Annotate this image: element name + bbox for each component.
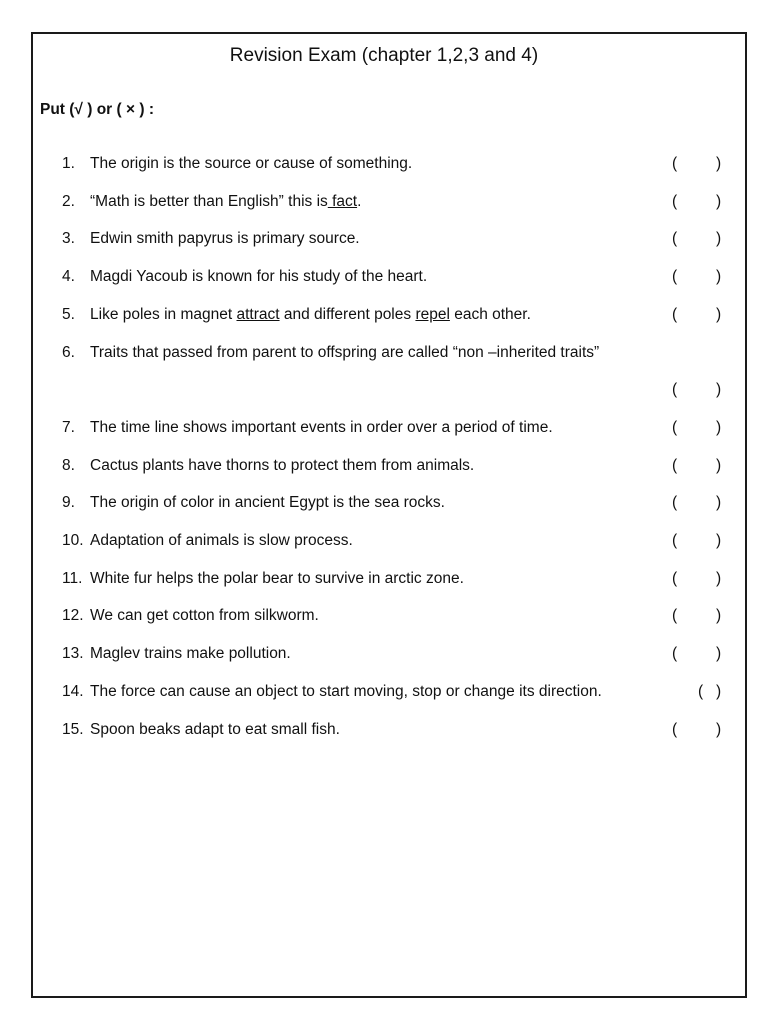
question-text: [90, 454, 474, 478]
text-segment: White fur helps the polar bear to survive in arctic zone.: [90, 569, 464, 587]
answer-paren-close: ): [716, 305, 722, 323]
answer-paren-close: ): [716, 532, 722, 549]
answer-paren-open: (: [672, 230, 678, 248]
text-segment: Like poles in magnet: [90, 305, 237, 323]
question-text: [90, 604, 319, 628]
question-text: [90, 190, 361, 214]
underlined-term: fact: [327, 192, 358, 210]
answer-paren-close: ): [716, 268, 722, 286]
answer-paren-open: (: [672, 268, 678, 286]
text-segment: The force can cause an object to start moving, stop or change its direction.: [90, 682, 602, 700]
question-number: 14.: [62, 682, 84, 700]
answer-paren-open: (: [672, 381, 678, 399]
question-text: [90, 341, 599, 365]
answer-paren-open: (: [672, 192, 678, 210]
text-segment: each other.: [449, 305, 531, 323]
question-text: [90, 416, 553, 440]
answer-paren-open: (: [698, 682, 704, 700]
question-number: 10.: [62, 532, 84, 549]
answer-paren-open: (: [672, 532, 678, 549]
question-number: 11.: [62, 569, 83, 587]
instruction: Put (√ ) or ( × ) :: [40, 101, 154, 118]
question-number: 13.: [62, 645, 84, 663]
question-text: [90, 265, 427, 289]
question-number: 5.: [62, 305, 75, 323]
question-number: 4.: [62, 268, 75, 286]
question-text: [90, 227, 360, 251]
question-text: [90, 303, 531, 327]
answer-paren-open: (: [672, 569, 678, 587]
question-number: 7.: [62, 418, 75, 436]
answer-paren-close: ): [716, 381, 722, 399]
text-segment: Adaptation of animals is slow process.: [90, 532, 353, 549]
answer-paren-close: ): [716, 192, 722, 210]
answer-paren-close: ): [716, 569, 722, 587]
text-segment: The origin of color in ancient Egypt is the sea rocks.: [90, 494, 445, 512]
answer-paren-open: (: [672, 645, 678, 663]
answer-paren-open: (: [672, 607, 678, 625]
answer-paren-close: ): [716, 607, 722, 625]
answer-paren-open: (: [672, 494, 678, 512]
answer-paren-open: (: [672, 456, 678, 474]
question-number: 3.: [62, 230, 75, 248]
question-text: [90, 567, 464, 591]
text-segment: Cactus plants have thorns to protect them from animals.: [90, 456, 475, 474]
question-number: 8.: [62, 456, 75, 474]
text-segment: and different poles: [279, 305, 416, 323]
underlined-term: attract: [236, 305, 280, 323]
answer-paren-open: (: [672, 720, 678, 738]
text-segment: The origin is the source or cause of something.: [90, 155, 413, 172]
question-number: 2.: [62, 192, 75, 210]
answer-paren-close: ): [716, 418, 722, 436]
question-text: [90, 642, 291, 666]
text-segment: We can get cotton from silkworm.: [90, 607, 319, 625]
answer-paren-close: ): [716, 682, 722, 700]
question-text: [90, 152, 412, 176]
exam-title: Revision Exam (chapter 1,2,3 and 4): [229, 45, 539, 66]
answer-paren-close: ): [716, 456, 722, 474]
text-segment: .: [357, 192, 362, 210]
text-segment: Spoon beaks adapt to eat small fish.: [90, 720, 340, 738]
question-text: [90, 529, 353, 553]
answer-paren-open: (: [672, 418, 678, 436]
answer-paren-close: ): [716, 494, 722, 512]
text-segment: “Math is better than English” this is: [90, 192, 328, 210]
text-segment: Edwin smith papyrus is primary source.: [90, 230, 360, 248]
answer-paren-close: ): [716, 155, 722, 172]
question-number: 12.: [62, 607, 84, 625]
question-number: 6.: [62, 343, 75, 361]
answer-paren-open: (: [672, 155, 678, 172]
question-text: [90, 491, 445, 515]
answer-paren-close: ): [716, 645, 722, 663]
answer-paren-close: ): [716, 230, 722, 248]
underlined-term: repel: [415, 305, 450, 323]
question-number: 9.: [62, 494, 75, 512]
question-number: 15.: [62, 720, 84, 738]
answer-paren-open: (: [672, 305, 678, 323]
question-number: 1.: [62, 155, 75, 172]
answer-paren-close: ): [716, 720, 722, 738]
text-segment: Magdi Yacoub is known for his study of the heart.: [90, 268, 428, 286]
question-text: [90, 718, 340, 742]
text-segment: Maglev trains make pollution.: [90, 645, 291, 663]
question-text: [90, 680, 602, 704]
text-segment: The time line shows important events in order over a period of time.: [90, 418, 553, 436]
text-segment: Traits that passed from parent to offspring are called “non –inherited traits”: [90, 343, 600, 361]
